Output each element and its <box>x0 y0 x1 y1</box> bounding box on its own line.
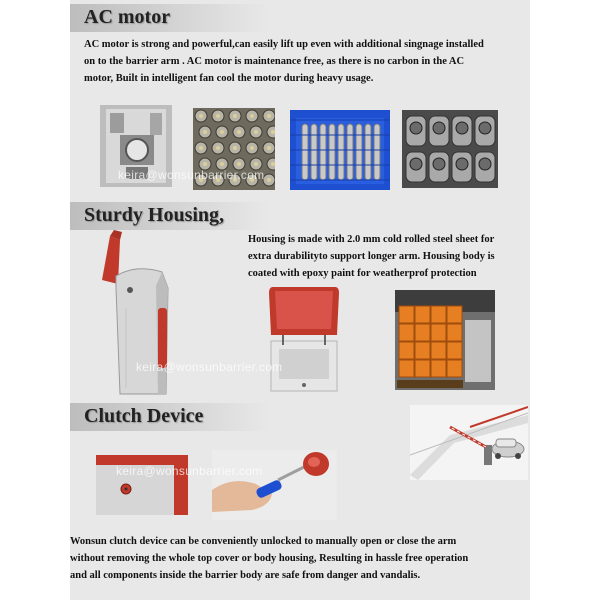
photo-gear-housings <box>402 110 498 188</box>
section-title-sturdy-housing: Sturdy Housing, <box>84 204 225 226</box>
photo-packed-pallets <box>395 290 495 390</box>
text-line: AC motor is strong and powerful,can easily lift up even with additional singnage installed <box>84 39 484 50</box>
watermark-email: keira@wonsunbarrier.com <box>118 168 265 182</box>
photo-hand-unlocking-clutch <box>212 450 337 520</box>
text-line: Wonsun clutch device can be conveniently unlocked to manually open or close the arm <box>70 536 457 547</box>
section-title-ac-motor: AC motor <box>84 6 171 28</box>
text-line: without removing the whole top cover or body housing, Resulting in hassle free operation <box>70 553 469 564</box>
text-line: and all components inside the barrier body are safe from danger and vandalis. <box>70 570 421 581</box>
section-title-clutch-device: Clutch Device <box>84 405 204 427</box>
text-line: Housing is made with 2.0 mm cold rolled steel sheet for <box>248 234 495 245</box>
photo-open-housing-box <box>265 283 343 395</box>
housing-description <box>248 231 528 282</box>
ac-motor-description <box>84 36 524 87</box>
text-line: extra durabilityto support longer arm. Housing body is <box>248 251 495 262</box>
text-line: motor, Built in intelligent fan cool the motor during heavy usage. <box>84 73 374 84</box>
photo-blue-crate-rotors <box>290 110 390 190</box>
text-line: on to the barrier arm . AC motor is maintenance free, as there is no carbon in the AC <box>84 56 465 67</box>
clutch-description <box>70 533 530 584</box>
watermark-email: keira@wonsunbarrier.com <box>136 360 283 374</box>
watermark-email: keira@wonsunbarrier.com <box>116 464 263 478</box>
text-line: coated with epoxy paint for weatherprof protection <box>248 268 477 279</box>
photo-parking-barrier-scene <box>410 405 528 480</box>
